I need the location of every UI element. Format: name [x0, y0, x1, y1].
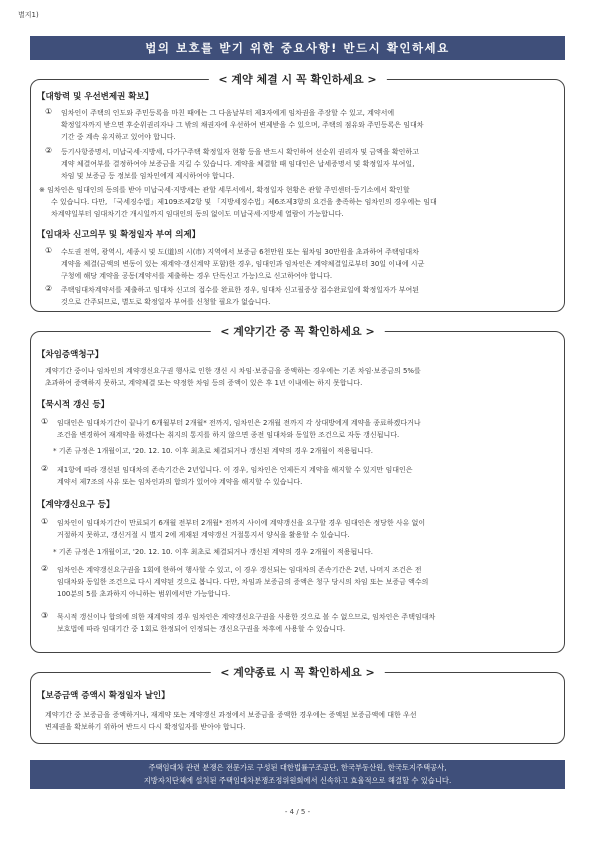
section-title: < 계약 체결 시 꼭 확인하세요 >	[208, 71, 386, 87]
item-number: ①	[45, 246, 53, 255]
item-number: ①	[45, 107, 53, 116]
section-title: < 계약기간 중 꼭 확인하세요 >	[210, 323, 384, 339]
dispute-footer-banner: 주택임대차 관련 분쟁은 전문가로 구성된 대한법률구조공단, 한국부동산원, 한국토지주택공사, 지방자치단체에 설치된 주택임대차분쟁조정위원회에서 신속하고 효율적으로 해결할 수 있습니다.	[30, 760, 565, 789]
item-number: ②	[45, 146, 53, 155]
paragraph: 수도권 전역, 광역시, 세종시 및 도(道)의 시(市) 지역에서 보증금 6천만원 또는 월차임 30만원을 초과하여 주택임대차 계약을 체결(금액의 변동이 있는 재계약·갱신계약 포함)한 경우, 임대인과 임차인은 계약체결일로부터 30일 이내에 시군 구청에 해당 계약을 공동(계약서를 제출하는 경우 단독신고 가능)으로 신고하여야 합니다.	[61, 248, 425, 280]
item-number: ②	[45, 284, 53, 293]
subheading: 【묵시적 갱신 등】	[37, 400, 110, 410]
paragraph: 임차인이 임대차기간이 만료되기 6개월 전부터 2개월* 전까지 사이에 계약갱신을 요구할 경우 임대인은 정당한 사유 없이 거절하지 못하고, 갱신거절 시 별지 2에 게재된 계약갱신 거절통지서 양식을 활용할 수 있습니다.	[57, 519, 426, 539]
subheading: 【임대차 신고의무 및 확정일자 부여 의제】	[37, 230, 201, 240]
paragraph: 등기사항증명서, 미납국세·지방세, 다가구주택 확정일자 현황 등을 반드시 확인하여 선순위 권리자 및 금액을 확인하고 계약 체결여부를 결정하여야 보증금을 지킬 수 있습니다. 계약을 체결할 때 임대인은 납세증명서 및 확정일자 부여일, 차임 및 보증금 등 정보를 임차인에게 제시하여야 합니다.	[61, 148, 419, 180]
page-number: - 4 / 5 -	[284, 808, 311, 816]
paragraph: 임차인이 주택의 인도와 주민등록을 마친 때에는 그 다음날부터 제3자에게 임차권을 주장할 수 있고, 계약서에 확정일자까지 받으면 후순위권리자나 그 밖의 채권자에 우선하여 변제받을 수 있으며, 주택의 점유와 주민등록은 임대차 기간 중 계속 유지하고 있어야 합니다.	[61, 109, 424, 141]
annex-label: 별지1)	[18, 11, 39, 19]
item-number: ③	[41, 611, 49, 620]
item-number: ①	[41, 517, 49, 526]
section-contract-period	[30, 325, 565, 653]
paragraph: 주택임대차계약서를 제출하고 임대차 신고의 접수를 완료한 경우, 임대차 신고필증상 접수완료일에 확정일자가 부여된 것으로 간주되므로, 별도로 확정일자 부여를 신청할 필요가 없습니다.	[61, 286, 420, 306]
paragraph: 임대인은 임대차기간이 끝나기 6개월부터 2개월* 전까지, 임차인은 2개월 전까지 각 상대방에게 계약을 종료하겠다거나 조건을 변경하여 재계약을 하겠다는 취지의 통지를 하지 않으면 종전 임대차와 동일한 조건으로 자동 갱신됩니다.	[57, 419, 421, 439]
note-paragraph: ※ 임차인은 임대인의 동의를 받아 미납국세·지방세는 관할 세무서에서, 확정일자 현황은 관할 주민센터·등기소에서 확인할 수 있습니다. 다만, 「국세징수법」제109조제2항 및 「지방세징수법」제6조제3항의 요건을 충족하는 임차인의 경우에는 임대 차계약일부터 임대차기간 개시일까지 임대인의 동의 없이도 미납국세·지방세 열람이 가능합니다.	[39, 186, 437, 218]
item-number: ①	[41, 417, 49, 426]
footnote: * 기존 규정은 1개월이고, '20. 12. 10. 이후 최초로 체결되거나 갱신된 계약의 경우 2개월이 적용됩니다.	[53, 548, 373, 556]
subheading: 【계약갱신요구 등】	[37, 500, 115, 510]
subheading: 【대항력 및 우선변제권 확보】	[37, 92, 154, 102]
paragraph: 계약기간 중이나 임차인의 계약갱신요구권 행사로 인한 갱신 시 차임·보증금을 증액하는 경우에는 기존 차임·보증금의 5%를 초과하여 증액하지 못하고, 계약체결 또는 약정한 차임 등의 증액이 있은 후 1년 이내에는 하지 못합니다.	[45, 367, 421, 387]
section-contract-end	[30, 666, 565, 744]
footnote: * 기존 규정은 1개월이고, '20. 12. 10. 이후 최초로 체결되거나 갱신된 계약의 경우 2개월이 적용됩니다.	[53, 447, 373, 455]
section-title: < 계약종료 시 꼭 확인하세요 >	[210, 664, 384, 680]
paragraph: 제1항에 따라 갱신된 임대차의 존속기간은 2년입니다. 이 경우, 임차인은 언제든지 계약을 해지할 수 있지만 임대인은 계약서 제7조의 사유 또는 임차인과의 합의가 있어야 계약을 해지할 수 있습니다.	[57, 466, 413, 486]
subheading: 【차임증액청구】	[37, 350, 104, 360]
paragraph: 묵시적 갱신이나 합의에 의한 재계약의 경우 임차인은 계약갱신요구권을 사용한 것으로 볼 수 없으므로, 임차인은 주택임대차 보호법에 따라 임대기간 중 1회로 한정되어 인정되는 갱신요구권을 차후에 사용할 수 있습니다.	[57, 613, 436, 633]
subheading: 【보증금액 증액시 확정일자 날인】	[37, 691, 170, 701]
item-number: ②	[41, 564, 49, 573]
paragraph: 계약기간 중 보증금을 증액하거나, 재계약 또는 계약갱신 과정에서 보증금을 증액한 경우에는 증액된 보증금액에 대한 우선 변제권을 확보하기 위하여 반드시 다시 확정일자를 받아야 합니다.	[45, 711, 417, 731]
paragraph: 임차인은 계약갱신요구권을 1회에 한하여 행사할 수 있고, 이 경우 갱신되는 임대차의 존속기간은 2년, 나머지 조건은 전 임대차와 동일한 조건으로 다시 계약된 것으로 봅니다. 다만, 차임과 보증금의 증액은 청구 당시의 차임 또는 보증금 액수의 100분의 5를 초과하지 아니하는 범위에서만 가능합니다.	[57, 566, 429, 598]
notice-banner: 법의 보호를 받기 위한 중요사항! 반드시 확인하세요	[30, 36, 565, 60]
item-number: ②	[41, 464, 49, 473]
section-contract-signing	[30, 73, 565, 312]
